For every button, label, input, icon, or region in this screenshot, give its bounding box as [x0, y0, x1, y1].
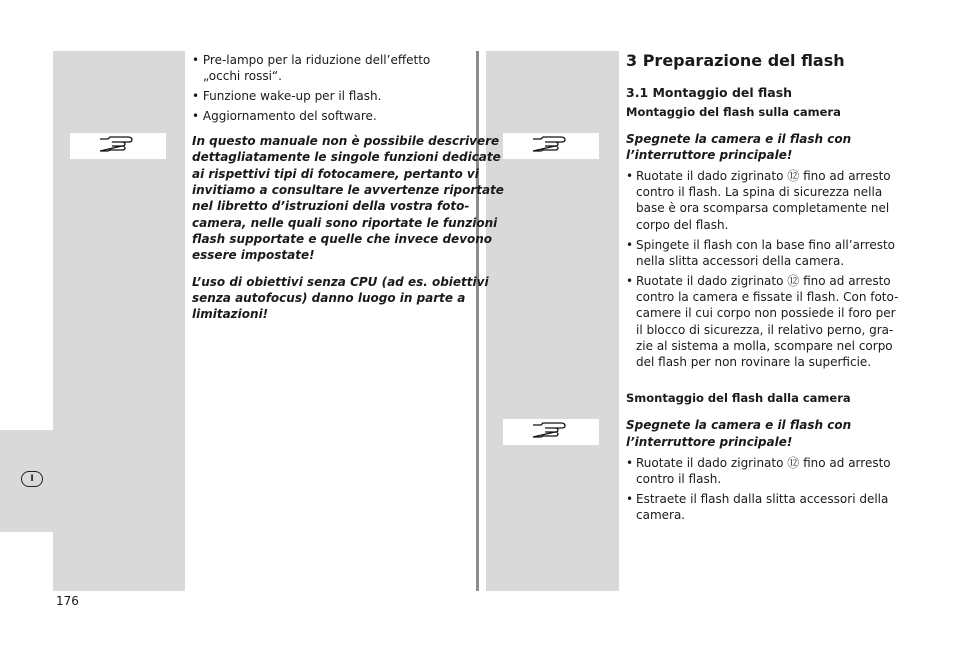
step-line: base è ora scomparsa completamente nel: [636, 201, 890, 215]
bullet-marker: •: [626, 169, 634, 183]
step-line: Ruotate il dado zigrinato ⑫ fino ad arresto: [636, 456, 891, 470]
note-line: camera, nelle quali sono riportate le funzioni: [192, 216, 498, 230]
feature-bullet: • Pre-lampo per la riduzione dell’effetto: [192, 53, 431, 67]
step-line: il blocco di sicurezza, il relativo perno, gra-: [636, 323, 894, 337]
language-tab-label: I: [21, 471, 43, 487]
note-line: senza autofocus) danno luogo in parte a: [192, 291, 466, 305]
note-line: limitazioni!: [192, 307, 269, 321]
note-line: Spegnete la camera e il flash con: [626, 132, 852, 146]
note-line: L’uso di obiettivi senza CPU (ad es. obiettivi: [192, 275, 489, 289]
note-line: flash supportate e quelle che invece devono: [192, 232, 493, 246]
left-margin-panel: [53, 51, 185, 591]
step-line: nella slitta accessori della camera.: [636, 254, 845, 268]
step-line: del flash per non rovinare la superficie.: [636, 355, 872, 369]
note-line: invitiamo a consultare le avvertenze riportate: [192, 183, 504, 197]
section-title: 3 Preparazione del flash: [626, 51, 845, 70]
step-line: Spingete il flash con la base fino all’arresto: [636, 238, 896, 252]
step-line: Ruotate il dado zigrinato ⑫ fino ad arresto: [636, 274, 891, 288]
page-number: 176: [56, 594, 79, 608]
note-line: dettagliatamente le singole funzioni dedicate: [192, 150, 501, 164]
note-marker: [70, 133, 166, 159]
procedure-heading: Smontaggio del flash dalla camera: [626, 391, 851, 405]
feature-bullet: • Aggiornamento del software.: [192, 109, 377, 123]
pointing-hand-icon: [531, 420, 571, 444]
note-marker: [503, 419, 599, 445]
note-line: Spegnete la camera e il flash con: [626, 418, 852, 432]
step-line: corpo del flash.: [636, 218, 729, 232]
bullet-marker: •: [626, 492, 634, 506]
step-line: contro il flash. La spina di sicurezza nella: [636, 185, 883, 199]
subsection-title: 3.1 Montaggio del flash: [626, 85, 793, 100]
note-marker: [503, 133, 599, 159]
note-line: l’interruttore principale!: [626, 435, 793, 449]
step-line: contro la camera e fissate il flash. Con foto-: [636, 290, 899, 304]
feature-bullet: • Funzione wake-up per il flash.: [192, 89, 382, 103]
step-line: camere il cui corpo non possiede il foro per: [636, 306, 896, 320]
step-line: Ruotate il dado zigrinato ⑫ fino ad arresto: [636, 169, 891, 183]
note-line: ai rispettivi tipi di fotocamere, pertanto vi: [192, 167, 479, 181]
note-line: nel libretto d’istruzioni della vostra foto-: [192, 199, 470, 213]
note-line: l’interruttore principale!: [626, 148, 793, 162]
bullet-marker: •: [626, 274, 634, 288]
step-line: zie al sistema a molla, scompare nel corpo: [636, 339, 893, 353]
procedure-heading: Montaggio del flash sulla camera: [626, 105, 841, 119]
bullet-marker: •: [626, 238, 634, 252]
pointing-hand-icon: [98, 134, 138, 158]
feature-bullet-cont: „occhi rossi“.: [203, 69, 282, 83]
page-divider: [476, 51, 479, 591]
bullet-marker: •: [626, 456, 634, 470]
note-line: In questo manuale non è possibile descrivere: [192, 134, 500, 148]
step-line: contro il flash.: [636, 472, 722, 486]
note-line: essere impostate!: [192, 248, 315, 262]
step-line: camera.: [636, 508, 686, 522]
right-margin-panel: [486, 51, 619, 591]
step-line: Estraete il flash dalla slitta accessori della: [636, 492, 889, 506]
pointing-hand-icon: [531, 134, 571, 158]
